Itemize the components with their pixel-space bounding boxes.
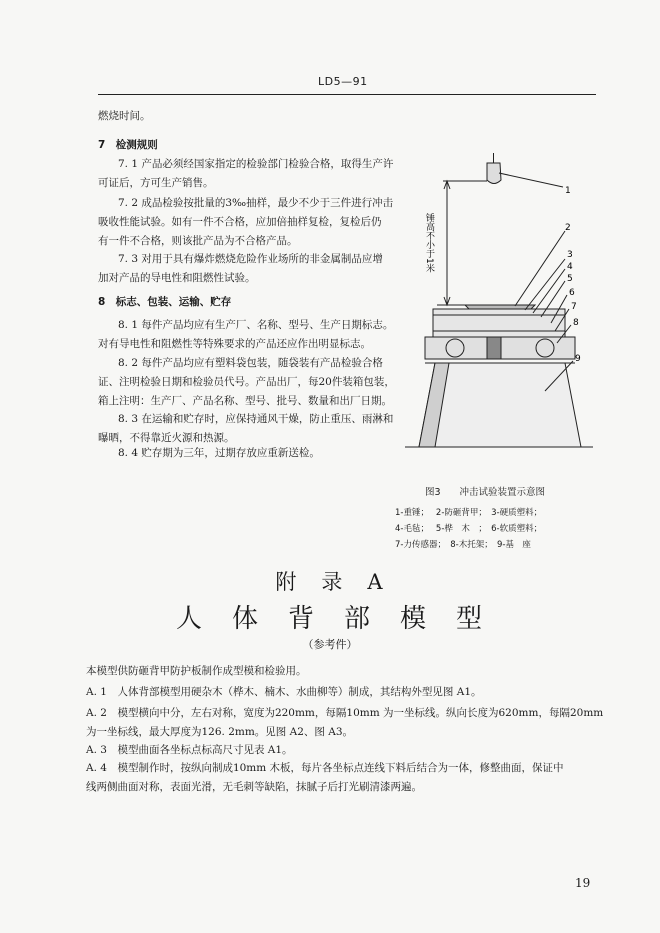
part-number: 5 — [567, 274, 573, 284]
para-8-2-line: 8. 2 每件产品均应有塑料袋包装，随袋装有产品检验合格 — [118, 357, 383, 369]
appendix-a4 — [86, 759, 564, 797]
figure-legend-line: 7-力传感器； 8-木托架； 9-基 座 — [395, 540, 531, 550]
header-rule — [98, 94, 596, 95]
para-7-1-line: 7. 1 产品必须经国家指定的检验部门检验合格，取得生产许 — [118, 158, 394, 170]
para-8-2-line: 箱上注明：生产厂、产品名称、型号、批号、数量和出厂日期。 — [98, 395, 392, 407]
appendix-label: 附 录 A — [275, 570, 385, 594]
para-7-3 — [98, 250, 383, 288]
para-7-3-line: 加对产品的导电性和阻燃性试验。 — [98, 272, 256, 284]
para-7-2 — [98, 194, 393, 251]
part-number: 7 — [571, 302, 577, 312]
section-7-title: 7 检测规则 — [98, 139, 158, 151]
para-7-2-line: 吸收性能试验。如有一件不合格，应加倍抽样复检，复检后仍 — [98, 216, 382, 228]
appendix-a2-line: A. 2 模型横向中分，左右对称，宽度为220mm，每隔10mm 为一坐标线。纵向长度为620mm，每隔20mm — [86, 707, 604, 719]
back-armor-plate — [465, 305, 535, 309]
figure-legend-line: 1-重锤； 2-防砸背甲； 3-硬质塑料； — [395, 508, 543, 518]
page-number: 19 — [575, 876, 591, 890]
para-7-1 — [98, 155, 393, 193]
part-number: 2 — [565, 223, 571, 233]
figure-legend-line: 4-毛毡； 5-桦 木 ； 6-软质塑料； — [395, 524, 543, 534]
para-8-1 — [98, 316, 393, 354]
appendix-a2 — [86, 704, 603, 742]
figure-caption: 图3 冲击试验装置示意图 — [425, 487, 546, 498]
para-7-1-line: 可证后，方可生产销售。 — [98, 177, 214, 189]
appendix-subtitle: （参考件） — [302, 638, 358, 651]
part-number: 8 — [573, 318, 579, 328]
impact-test-figure — [395, 135, 600, 475]
carry-text: 燃烧时间。 — [98, 110, 151, 122]
para-8-2-line: 证、注明检验日期和检验员代号。产品出厂，每20件装箱包装， — [98, 376, 395, 388]
appendix-a1: A. 1 人体背部模型用硬杂木（桦木、楠木、水曲柳等）制成，其结构外型见图 A1。 — [86, 686, 482, 698]
part-number: 1 — [565, 186, 571, 196]
appendix-a2-line: 为一坐标线，最大厚度为126. 2mm。见图 A2、图 A3。 — [86, 726, 354, 738]
section-8-title: 8 标志、包装、运输、贮存 — [98, 296, 232, 308]
part-number: 3 — [567, 250, 573, 260]
appendix-a4-line: A. 4 模型制作时，按纵向制成10mm 木板，每片各坐标点连线下料后结合为一体，修整曲面，保证中 — [86, 762, 564, 774]
force-sensor-core — [487, 337, 501, 359]
appendix-a3: A. 3 模型曲面各坐标点标高尺寸见表 A1。 — [86, 744, 293, 756]
para-7-2-line: 7. 2 成品检验按批量的3‰抽样，最少不少于三件进行冲击 — [118, 197, 394, 209]
para-8-3-line: 曝晒，不得靠近火源和热源。 — [98, 432, 235, 444]
header-code: LD5—91 — [318, 75, 368, 88]
para-8-3-line: 8. 3 在运输和贮存时，应保持通风干燥，防止重压、雨淋和 — [118, 413, 394, 425]
para-8-3 — [98, 410, 393, 448]
layer-block — [433, 309, 565, 337]
para-8-4-line: 8. 4 贮存期为三年，过期存放应重新送检。 — [118, 447, 320, 459]
part-number: 4 — [567, 262, 573, 272]
appendix-title: 人 体 背 部 模 型 — [175, 604, 484, 634]
para-8-4 — [98, 444, 320, 463]
appendix-intro: 本模型供防砸背甲防护板制作成型模和检验用。 — [86, 665, 307, 677]
hammer-shape — [487, 163, 501, 184]
para-8-1-line: 8. 1 每件产品均应有生产厂、名称、型号、生产日期标志。 — [118, 319, 394, 331]
para-8-1-line: 对有导电性和阻燃性等特殊要求的产品还应作出明显标志。 — [98, 338, 371, 350]
appendix-a4-line: 线两侧曲面对称，表面光滑，无毛刺等缺陷，抹腻子后打光刷清漆两遍。 — [86, 781, 422, 793]
drop-height-label: 锤高不小于1米 — [424, 213, 434, 273]
part-number: 9 — [575, 354, 581, 364]
leader-line — [525, 259, 565, 310]
leader-line — [499, 173, 563, 187]
part-number: 6 — [569, 288, 575, 298]
para-7-2-line: 有一件不合格，则该批产品为不合格产品。 — [98, 235, 298, 247]
para-8-2 — [98, 354, 395, 411]
para-7-3-line: 7. 3 对用于具有爆炸燃烧危险作业场所的非金属制品应增 — [118, 253, 383, 265]
